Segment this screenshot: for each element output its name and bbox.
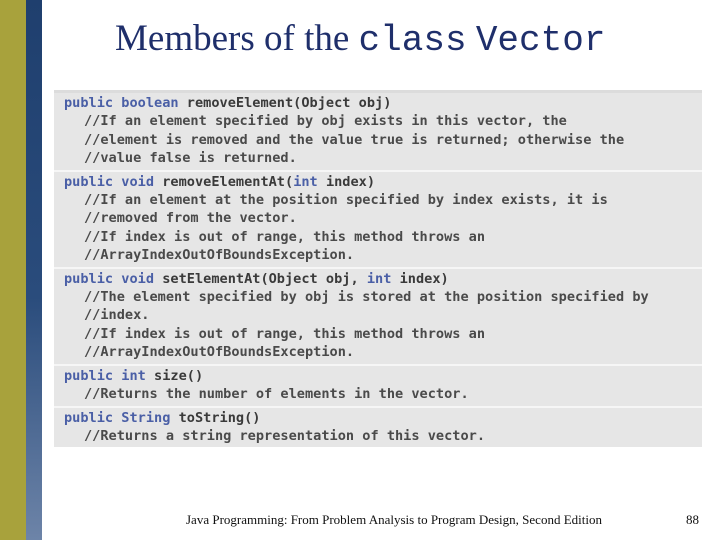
- method-signature: public void removeElementAt(int index): [64, 173, 376, 190]
- footer-text: Java Programming: From Problem Analysis to Program Design, Second Edition: [186, 512, 602, 527]
- method-signature: public void setElementAt(Object obj, int index): [64, 270, 449, 287]
- code-block-set-element-at: [54, 269, 702, 366]
- code-block-size: [54, 366, 702, 408]
- left-accent-bar-navy: [26, 0, 42, 540]
- method-signature: public boolean removeElement(Object obj): [64, 95, 392, 111]
- code-table: [54, 90, 702, 445]
- comment-line: //removed from the vector.: [84, 210, 297, 227]
- title-code-class: class: [358, 20, 467, 61]
- comment-line: //ArrayIndexOutOfBoundsException.: [84, 344, 355, 361]
- comment-line: //index.: [84, 307, 150, 324]
- comment-line: //The element specified by obj is stored at the position specified by: [84, 289, 649, 306]
- page-number: 88: [686, 512, 699, 527]
- left-accent-bar-olive: [0, 0, 26, 540]
- code-block-remove-element: [54, 93, 702, 172]
- comment-line: //Returns the number of elements in the vector.: [84, 386, 469, 403]
- comment-line: //If index is out of range, this method throws an: [84, 325, 486, 342]
- method-signature: public String toString(): [64, 409, 261, 426]
- code-block-remove-element-at: [54, 172, 702, 269]
- slide-title: [115, 14, 605, 64]
- title-code-vector: Vector: [475, 20, 606, 61]
- comment-line: //value false is returned.: [84, 150, 297, 167]
- comment-line: //If an element at the position specified by index exists, it is: [84, 192, 608, 209]
- comment-line: //element is removed and the value true is returned; otherwise the: [84, 131, 625, 148]
- comment-line: //If index is out of range, this method throws an: [84, 228, 486, 245]
- comment-line: //If an element specified by obj exists in this vector, the: [84, 113, 567, 130]
- comment-line: //ArrayIndexOutOfBoundsException.: [84, 247, 355, 264]
- title-prefix: Members of the: [115, 18, 350, 59]
- code-block-to-string: [54, 408, 702, 448]
- comment-line: //Returns a string representation of this vector.: [84, 427, 486, 444]
- method-signature: public int size(): [64, 367, 204, 384]
